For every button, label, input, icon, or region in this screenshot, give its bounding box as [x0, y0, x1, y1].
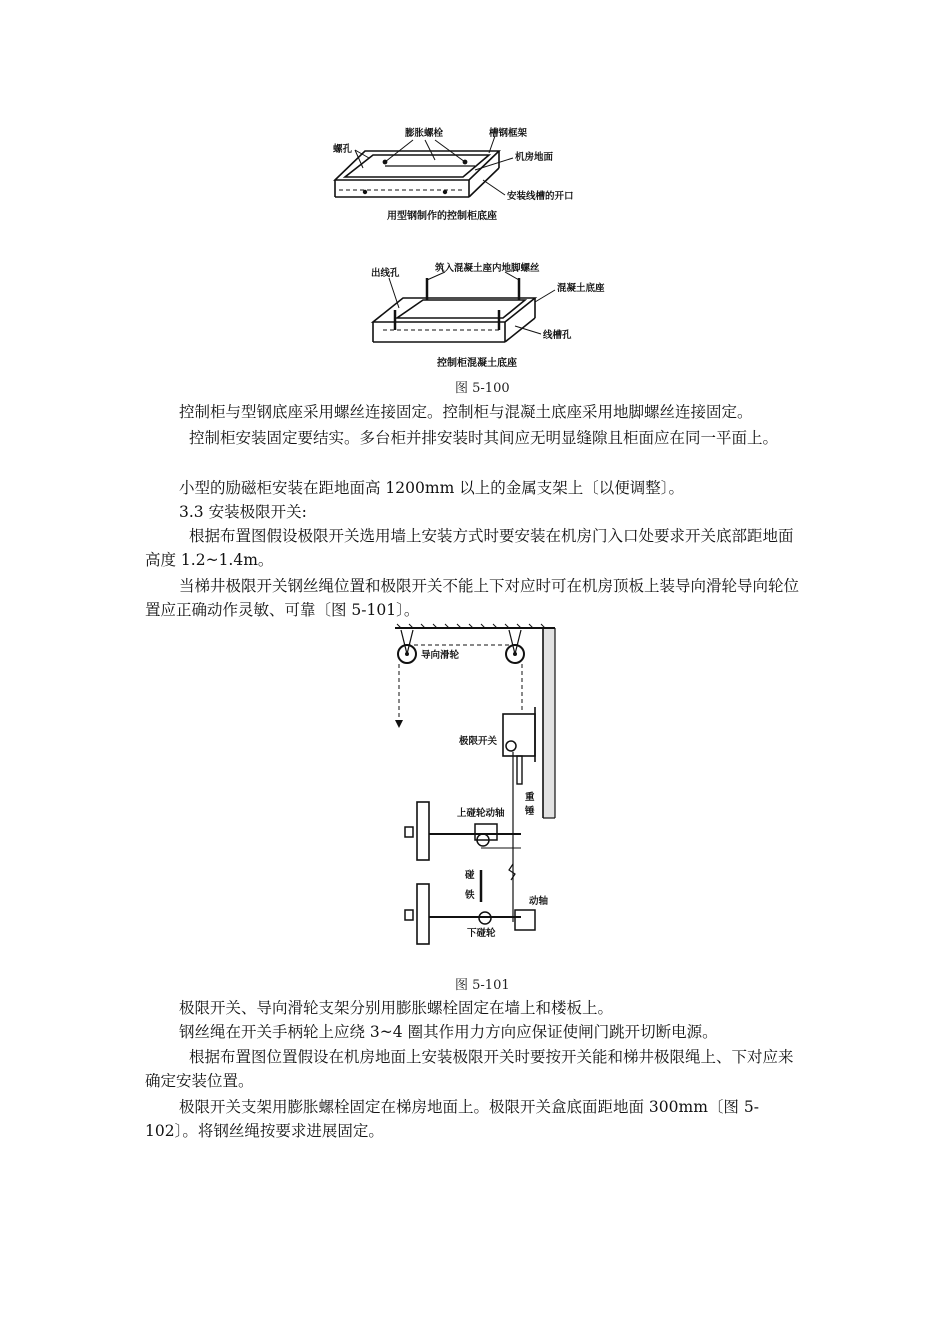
label-outlet: 出线孔	[371, 268, 400, 279]
label-trough-hole: 线槽孔	[543, 330, 572, 341]
paragraph-7: 极限开关、导向滑轮支架分别用膨胀螺栓固定在墙上和楼板上。	[179, 999, 614, 1017]
label-upper-wheel: 上碰轮动轴	[457, 808, 505, 819]
label-concrete-base: 混凝土底座	[557, 283, 605, 294]
caption-steel-base: 用型钢制作的控制柜底座	[387, 211, 497, 222]
paragraph-10: 极限开关支架用膨胀螺栓固定在梯房地面上。极限开关盒底面距地面 300mm〔图 5-102〕。将钢丝绳按要求进展固定。	[145, 1098, 759, 1140]
paragraph-5: 根据布置图假设极限开关选用墙上安装方式时要安装在机房门入口处要求开关底部距地面高度 1.2~1.4m。	[145, 527, 794, 569]
label-floor: 机房地面	[515, 152, 554, 163]
label-bolt: 膨胀螺栓	[405, 128, 444, 139]
label-anchor: 筑入混凝土座内地脚螺丝	[435, 263, 540, 274]
paragraph-3: 小型的励磁柜安装在距地面高 1200mm 以上的金属支架上〔以便调整〕。	[179, 479, 684, 497]
label-striker-2: 铁	[465, 890, 475, 901]
caption-concrete-base: 控制柜混凝土底座	[437, 358, 517, 369]
label-hole: 螺孔	[333, 144, 353, 155]
label-limit-switch: 极限开关	[459, 736, 498, 747]
label-opening: 安装线槽的开口	[507, 191, 574, 202]
paragraph-4-heading: 3.3 安装极限开关:	[179, 503, 307, 521]
paragraph-9: 根据布置图位置假设在机房地面上安装极限开关时要按开关能和梯井极限绳上、下对应来确定安装位置。	[145, 1048, 794, 1090]
label-weight-1: 重	[525, 792, 535, 803]
figure-caption-5-100: 图 5-100	[455, 381, 510, 396]
label-striker-1: 碰	[465, 870, 475, 881]
label-weight-2: 锤	[525, 806, 535, 817]
figure-limit-switch	[385, 622, 575, 952]
label-guide-pulley: 导向滑轮	[421, 650, 460, 661]
paragraph-6: 当梯井极限开关钢丝绳位置和极限开关不能上下对应时可在机房顶板上装导向滑轮导向轮位置应正确动作灵敏、可靠〔图 5-101〕。	[145, 577, 800, 619]
paragraph-8: 钢丝绳在开关手柄轮上应绕 3~4 圈其作用力方向应保证使闸门跳开切断电源。	[179, 1023, 718, 1041]
paragraph-2: 控制柜安装固定要结实。多台柜并排安装时其间应无明显缝隙且柜面应在同一平面上。	[189, 429, 779, 447]
label-channel-frame: 槽钢框架	[489, 128, 528, 139]
label-shaft: 动轴	[529, 896, 549, 907]
label-lower-wheel: 下碰轮	[467, 928, 496, 939]
figure-concrete-base	[365, 260, 635, 375]
figure-caption-5-101: 图 5-101	[455, 978, 510, 993]
figure-steel-base	[325, 120, 585, 230]
paragraph-1: 控制柜与型钢底座采用螺丝连接固定。控制柜与混凝土底座采用地脚螺丝连接固定。	[179, 403, 753, 421]
